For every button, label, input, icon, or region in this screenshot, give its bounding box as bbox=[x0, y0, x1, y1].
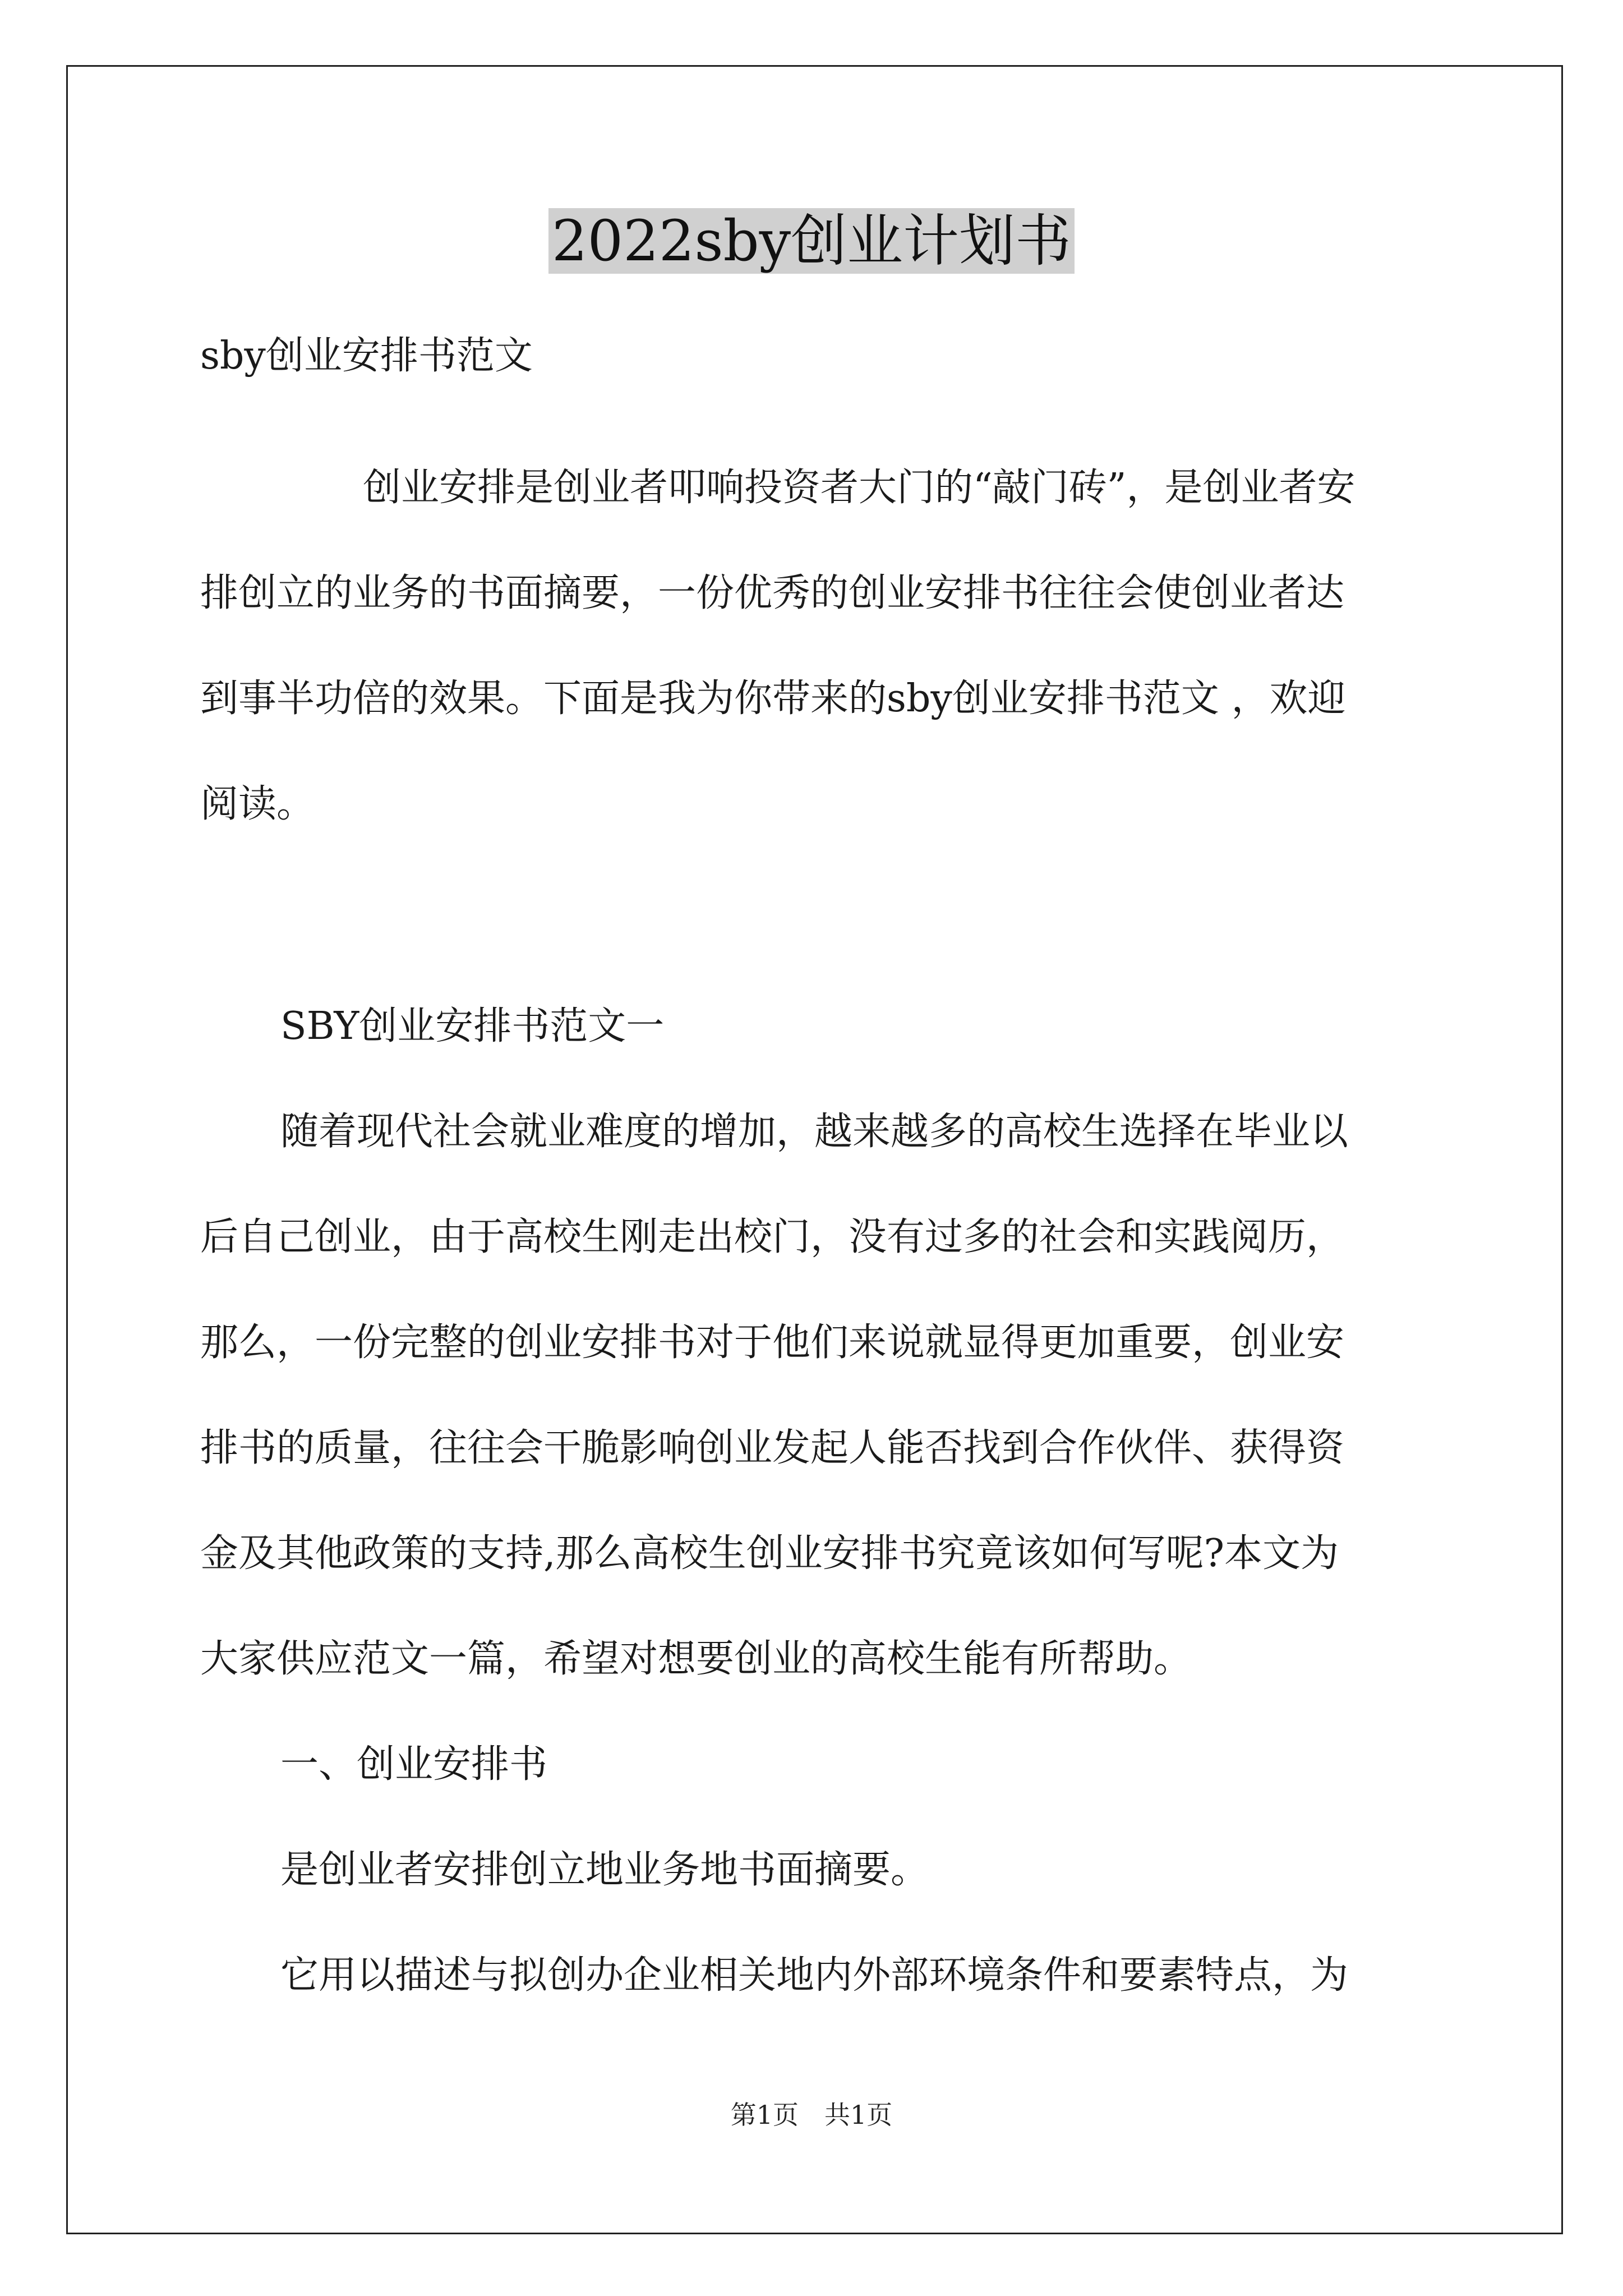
paragraph-line: 随着现代社会就业难度的增加，越来越多的高校生选择在毕业以 bbox=[280, 1110, 1349, 1154]
paragraph-line: 排书的质量，往往会干脆影响创业发起人能否找到合作伙伴、获得资 bbox=[200, 1426, 1345, 1470]
section-heading: 一、创业安排书 bbox=[280, 1742, 548, 1787]
paragraph-line: 那么，一份完整的创业安排书对于他们来说就显得更加重要，创业安 bbox=[200, 1320, 1345, 1365]
section-heading: SBY创业安排书范文一 bbox=[280, 1004, 665, 1048]
paragraph-line: 金及其他政策的支持,那么高校生创业安排书究竟该如何写呢?本文为 bbox=[200, 1531, 1339, 1576]
paragraph-line: 创业安排是创业者叩响投资者大门的“敲门砖”，是创业者安 bbox=[363, 466, 1355, 510]
paragraph-line: 它用以描述与拟创办企业相关地内外部环境条件和要素特点，为 bbox=[280, 1953, 1349, 1998]
paragraph-line: 到事半功倍的效果。下面是我为你带来的sby创业安排书范文 ，欢迎 bbox=[200, 677, 1346, 721]
document-title-text: 2022sby创业计划书 bbox=[548, 208, 1075, 274]
paragraph-line: 后自己创业，由于高校生刚走出校门，没有过多的社会和实践阅历， bbox=[200, 1215, 1345, 1259]
paragraph-line: 是创业者安排创立地业务地书面摘要。 bbox=[280, 1848, 929, 1892]
paragraph-line: 排创立的业务的书面摘要，一份优秀的创业安排书往往会使创业者达 bbox=[200, 571, 1345, 615]
page-footer: 第1页 共1页 bbox=[730, 2100, 893, 2130]
document-subtitle: sby创业安排书范文 bbox=[200, 334, 533, 378]
paragraph-line: 大家供应范文一篇，希望对想要创业的高校生能有所帮助。 bbox=[200, 1637, 1192, 1681]
document-title bbox=[0, 199, 1623, 283]
paragraph-line: 阅读。 bbox=[200, 782, 315, 826]
